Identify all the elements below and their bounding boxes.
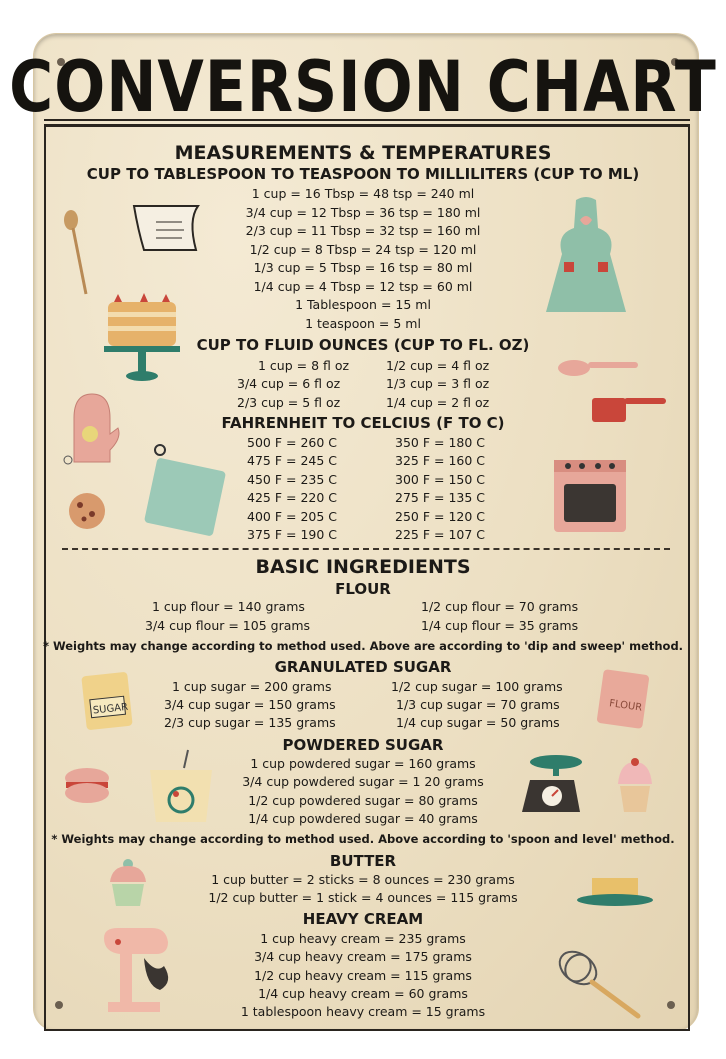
cream-heading: HEAVY CREAM: [302, 910, 424, 928]
wooden-spoon-icon: [60, 208, 90, 298]
flour-heading: FLOUR: [335, 580, 391, 598]
butter-line: 1 cup butter = 2 sticks = 8 ounces = 230 grams: [211, 872, 515, 887]
temp-left-4: 400 F = 205 C: [247, 509, 338, 524]
powdered-line: 1/2 cup powdered sugar = 80 grams: [248, 793, 478, 808]
cup-tbsp-heading: CUP TO TABLESPOON TO TEASPOON TO MILLILITERS (CUP TO ML): [86, 165, 640, 183]
butter-dish-icon: [574, 870, 656, 912]
stand-mixer-icon: [98, 924, 184, 1016]
powdered-line: 1 cup powdered sugar = 160 grams: [250, 756, 476, 771]
flour-right-1: 1/4 cup flour = 35 grams: [421, 618, 579, 633]
flour-left-0: 1 cup flour = 140 grams: [152, 599, 305, 614]
cup-tbsp-line: 1 Tablespoon = 15 ml: [295, 297, 431, 312]
butter-line: 1/2 cup butter = 1 stick = 4 ounces = 115 grams: [208, 890, 518, 905]
sugar-left-0: 1 cup sugar = 200 grams: [172, 679, 332, 694]
flour-bag-icon: [596, 668, 652, 730]
temp-right-5: 225 F = 107 C: [395, 527, 486, 542]
sugar-bag-label: SUGAR: [92, 701, 129, 717]
saucepan-icon: [588, 392, 668, 426]
apron-icon: [540, 194, 632, 318]
recipe-scroll-icon: [126, 200, 206, 256]
cream-line: 1 cup heavy cream = 235 grams: [260, 931, 466, 946]
temp-left-5: 375 F = 190 C: [247, 527, 338, 542]
sugar-left-1: 3/4 cup sugar = 150 grams: [164, 697, 336, 712]
temp-right-4: 250 F = 120 C: [395, 509, 486, 524]
measurements-heading: MEASUREMENTS & TEMPERATURES: [174, 142, 552, 164]
flour-right-0: 1/2 cup flour = 70 grams: [421, 599, 579, 614]
powdered-line: 3/4 cup powdered sugar = 1 20 grams: [242, 774, 484, 789]
ingredients-heading: BASIC INGREDIENTS: [255, 556, 471, 578]
cream-line: 3/4 cup heavy cream = 175 grams: [254, 949, 472, 964]
fluid-right-1: 1/3 cup = 3 fl oz: [386, 376, 490, 391]
fluid-heading: CUP TO FLUID OUNCES (CUP TO FL. OZ): [196, 336, 530, 354]
sugar-bag-icon: [80, 670, 134, 730]
temp-heading: FAHRENHEIT TO CELCIUS (F TO C): [221, 414, 505, 432]
macaron-icon: [62, 766, 112, 806]
page-title: CONVERSION CHART: [9, 46, 717, 129]
oven-mitt-icon: [60, 388, 120, 468]
cupcake-pink-icon: [612, 756, 658, 816]
cup-tbsp-line: 1/2 cup = 8 Tbsp = 24 tsp = 120 ml: [249, 242, 477, 257]
fluid-right-0: 1/2 cup = 4 fl oz: [386, 358, 490, 373]
temp-left-1: 475 F = 245 C: [247, 453, 338, 468]
cup-tbsp-line: 1 cup = 16 Tbsp = 48 tsp = 240 ml: [251, 186, 475, 201]
measuring-cup-pink-icon: [554, 350, 640, 382]
flour-note: * Weights may change according to method used. Above are according to 'dip and sweep' method.: [42, 639, 684, 653]
layer-cake-icon: [100, 292, 184, 384]
oven-icon: [552, 458, 628, 534]
cup-tbsp-line: 1/4 cup = 4 Tbsp = 12 tsp = 60 ml: [253, 279, 473, 294]
cream-line: 1/4 cup heavy cream = 60 grams: [258, 986, 468, 1001]
flour-left-1: 3/4 cup flour = 105 grams: [145, 618, 311, 633]
sugar-right-2: 1/4 cup sugar = 50 grams: [396, 715, 560, 730]
powdered-note: * Weights may change according to method used. Above according to 'spoon and level' method.: [51, 832, 675, 846]
flour-sack-icon: [144, 748, 218, 824]
cream-line: 1 tablespoon heavy cream = 15 grams: [240, 1004, 486, 1019]
cup-tbsp-line: 1/3 cup = 5 Tbsp = 16 tsp = 80 ml: [253, 260, 473, 275]
pot-holder-icon: [140, 442, 230, 538]
sugar-right-1: 1/3 cup sugar = 70 grams: [396, 697, 560, 712]
fluid-left-1: 3/4 cup = 6 fl oz: [237, 376, 341, 391]
section-divider: [62, 548, 670, 550]
fluid-left-0: 1 cup = 8 fl oz: [258, 358, 350, 373]
sugar-left-2: 2/3 cup sugar = 135 grams: [164, 715, 336, 730]
temp-right-0: 350 F = 180 C: [395, 435, 486, 450]
cookie-icon: [66, 490, 108, 532]
cupcake-mint-icon: [106, 856, 150, 908]
cream-line: 1/2 cup heavy cream = 115 grams: [254, 968, 472, 983]
temp-right-2: 300 F = 150 C: [395, 472, 486, 487]
temp-right-3: 275 F = 135 C: [395, 490, 486, 505]
fluid-left-2: 2/3 cup = 5 fl oz: [237, 395, 341, 410]
sugar-right-0: 1/2 cup sugar = 100 grams: [391, 679, 563, 694]
kitchen-scale-icon: [516, 752, 584, 816]
temp-left-3: 425 F = 220 C: [247, 490, 338, 505]
whisk-icon: [556, 946, 646, 1022]
title-underline: [44, 119, 690, 121]
sugar-heading: GRANULATED SUGAR: [274, 658, 452, 676]
temp-left-2: 450 F = 235 C: [247, 472, 338, 487]
butter-heading: BUTTER: [329, 852, 397, 870]
fluid-right-2: 1/4 cup = 2 fl oz: [386, 395, 490, 410]
temp-left-0: 500 F = 260 C: [247, 435, 338, 450]
temp-right-1: 325 F = 160 C: [395, 453, 486, 468]
powdered-heading: POWDERED SUGAR: [282, 736, 444, 754]
cup-tbsp-line: 3/4 cup = 12 Tbsp = 36 tsp = 180 ml: [245, 205, 481, 220]
flour-bag-label: FLOUR: [608, 698, 643, 714]
powdered-line: 1/4 cup powdered sugar = 40 grams: [248, 811, 478, 826]
cup-tbsp-line: 1 teaspoon = 5 ml: [305, 316, 421, 331]
cup-tbsp-line: 2/3 cup = 11 Tbsp = 32 tsp = 160 ml: [245, 223, 481, 238]
